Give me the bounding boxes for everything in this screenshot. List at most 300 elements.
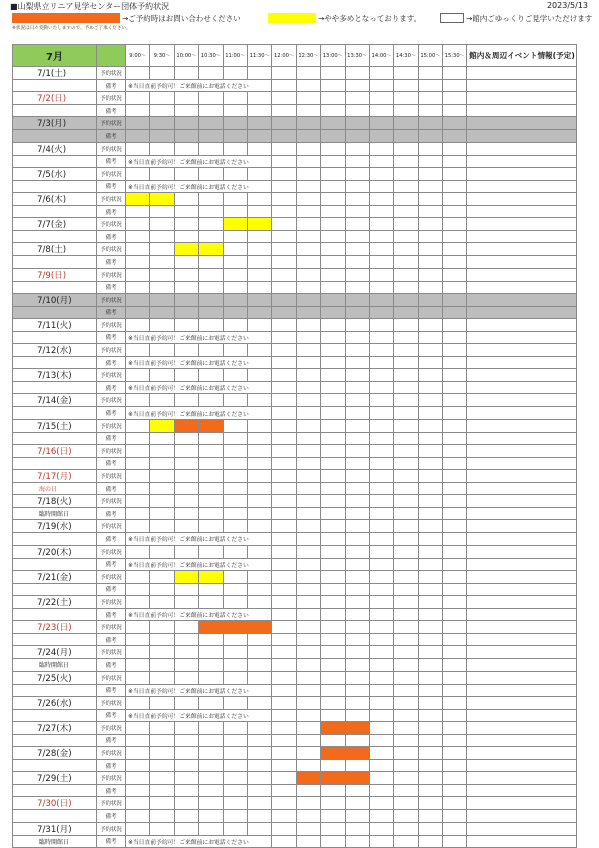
slot-open bbox=[174, 646, 198, 659]
day-status-row bbox=[13, 117, 577, 130]
slot-remark bbox=[394, 835, 418, 847]
slot-remark bbox=[296, 306, 320, 318]
slot-remark bbox=[272, 357, 296, 369]
slot-open bbox=[247, 721, 271, 734]
slot-open bbox=[126, 721, 150, 734]
status-label: 予約状況 bbox=[97, 243, 126, 256]
slot-remark bbox=[394, 205, 418, 217]
slot-open bbox=[199, 167, 223, 180]
slot-open bbox=[247, 167, 271, 180]
slot-open bbox=[394, 67, 418, 80]
slot-open bbox=[345, 318, 369, 331]
event-cell bbox=[467, 205, 577, 217]
slot-remark bbox=[345, 357, 369, 369]
slot-remark bbox=[150, 432, 174, 444]
slot-remark bbox=[443, 105, 467, 117]
slot-remark bbox=[126, 483, 150, 495]
slot-open bbox=[345, 495, 369, 508]
slot-remark bbox=[126, 105, 150, 117]
slot-open bbox=[418, 822, 442, 835]
legend-swatch-yellow bbox=[268, 13, 316, 23]
remark-label: 備考 bbox=[97, 558, 126, 570]
day-remark-row bbox=[13, 180, 577, 192]
slot-open bbox=[296, 545, 320, 558]
slot-remark bbox=[345, 734, 369, 746]
day-sub-label bbox=[13, 105, 97, 117]
slot-remark bbox=[223, 734, 247, 746]
slot-remark bbox=[345, 432, 369, 444]
slot-remark bbox=[150, 659, 174, 671]
slot-open bbox=[369, 218, 393, 231]
slot-open bbox=[126, 696, 150, 709]
day-sub-label bbox=[13, 306, 97, 318]
status-label: 予約状況 bbox=[97, 218, 126, 231]
slot-open bbox=[394, 621, 418, 634]
month-header: 7月 bbox=[13, 45, 97, 67]
status-label: 予約状況 bbox=[97, 595, 126, 608]
slot-open bbox=[394, 545, 418, 558]
event-cell bbox=[467, 760, 577, 772]
slot-open bbox=[394, 344, 418, 357]
slot-open bbox=[296, 822, 320, 835]
event-cell bbox=[467, 218, 577, 231]
time-slot-header: 14:00～ bbox=[369, 45, 393, 67]
slot-remark bbox=[126, 508, 150, 520]
remark-label: 備考 bbox=[97, 357, 126, 369]
slot-remark bbox=[150, 281, 174, 293]
slot-open bbox=[369, 470, 393, 483]
slot-open bbox=[272, 167, 296, 180]
slot-remark bbox=[296, 457, 320, 469]
slot-open bbox=[150, 772, 174, 785]
slot-open bbox=[394, 394, 418, 407]
slot-remark bbox=[247, 130, 271, 142]
slot-remark bbox=[296, 835, 320, 847]
slot-open bbox=[150, 470, 174, 483]
slot-remark bbox=[394, 785, 418, 797]
slot-remark bbox=[150, 457, 174, 469]
remark-text: ※当日直前予約可！ご来館前にお電話ください bbox=[126, 407, 272, 419]
slot-open bbox=[223, 495, 247, 508]
slot-remark bbox=[174, 205, 198, 217]
slot-open bbox=[418, 444, 442, 457]
remark-label: 備考 bbox=[97, 231, 126, 243]
slot-remark bbox=[296, 684, 320, 696]
slot-open bbox=[174, 167, 198, 180]
slot-remark bbox=[369, 105, 393, 117]
slot-remark bbox=[272, 382, 296, 394]
slot-open bbox=[394, 444, 418, 457]
day-remark-row bbox=[13, 155, 577, 167]
slot-open bbox=[199, 595, 223, 608]
slot-remark bbox=[199, 231, 223, 243]
slot-open bbox=[394, 243, 418, 256]
slot-open bbox=[247, 495, 271, 508]
slot-open bbox=[223, 671, 247, 684]
status-label: 予約状況 bbox=[97, 92, 126, 105]
slot-remark bbox=[418, 709, 442, 721]
slot-full bbox=[199, 419, 223, 432]
slot-remark bbox=[369, 508, 393, 520]
slot-open bbox=[272, 268, 296, 281]
slot-remark bbox=[296, 407, 320, 419]
remark-label: 備考 bbox=[97, 130, 126, 142]
slot-open bbox=[321, 369, 345, 382]
day-status-row bbox=[13, 696, 577, 709]
slot-remark bbox=[345, 130, 369, 142]
slot-remark bbox=[443, 357, 467, 369]
slot-remark bbox=[369, 533, 393, 545]
slot-remark bbox=[150, 105, 174, 117]
slot-open bbox=[369, 797, 393, 810]
slot-open bbox=[443, 192, 467, 205]
slot-remark bbox=[321, 659, 345, 671]
slot-remark bbox=[199, 634, 223, 646]
slot-open bbox=[150, 646, 174, 659]
slot-open bbox=[443, 394, 467, 407]
slot-open bbox=[394, 369, 418, 382]
slot-open bbox=[418, 646, 442, 659]
slot-remark bbox=[321, 608, 345, 620]
slot-remark bbox=[150, 231, 174, 243]
day-remark-row bbox=[13, 810, 577, 822]
slot-open bbox=[345, 621, 369, 634]
slot-open bbox=[174, 268, 198, 281]
day-remark-row bbox=[13, 734, 577, 746]
slot-open bbox=[345, 822, 369, 835]
slot-open bbox=[443, 369, 467, 382]
event-cell bbox=[467, 495, 577, 508]
slot-remark bbox=[247, 659, 271, 671]
day-status-row bbox=[13, 721, 577, 734]
slot-remark bbox=[247, 785, 271, 797]
event-cell bbox=[467, 167, 577, 180]
slot-remark bbox=[345, 256, 369, 268]
slot-open bbox=[272, 318, 296, 331]
slot-remark bbox=[345, 231, 369, 243]
time-slot-header: 12:30～ bbox=[296, 45, 320, 67]
slot-remark bbox=[174, 306, 198, 318]
slot-open bbox=[345, 444, 369, 457]
day-status-row bbox=[13, 570, 577, 583]
slot-open bbox=[150, 822, 174, 835]
day-remark-row bbox=[13, 583, 577, 595]
slot-open bbox=[174, 192, 198, 205]
time-slot-header: 12:00～ bbox=[272, 45, 296, 67]
slot-open bbox=[369, 646, 393, 659]
slot-open bbox=[150, 621, 174, 634]
event-cell bbox=[467, 734, 577, 746]
remark-label: 備考 bbox=[97, 205, 126, 217]
slot-open bbox=[443, 696, 467, 709]
day-sub-label bbox=[13, 558, 97, 570]
slot-open bbox=[394, 495, 418, 508]
slot-open bbox=[418, 394, 442, 407]
slot-remark bbox=[345, 80, 369, 92]
remark-label: 備考 bbox=[97, 432, 126, 444]
slot-open bbox=[369, 822, 393, 835]
slot-remark bbox=[150, 634, 174, 646]
day-date: 7/11(火) bbox=[13, 318, 97, 331]
slot-open bbox=[443, 470, 467, 483]
slot-open bbox=[247, 92, 271, 105]
slot-open bbox=[394, 822, 418, 835]
slot-open bbox=[369, 671, 393, 684]
slot-remark bbox=[394, 709, 418, 721]
slot-open bbox=[199, 268, 223, 281]
day-remark-row bbox=[13, 457, 577, 469]
event-cell bbox=[467, 117, 577, 130]
legend-label: →ご予約時はお問い合わせください bbox=[122, 13, 241, 23]
slot-open bbox=[126, 772, 150, 785]
slot-open bbox=[272, 772, 296, 785]
day-remark-row bbox=[13, 760, 577, 772]
slot-open bbox=[272, 822, 296, 835]
slot-open bbox=[296, 243, 320, 256]
page-title: ■山梨県立リニア見学センター団体予約状況 bbox=[10, 2, 170, 11]
status-label: 予約状況 bbox=[97, 142, 126, 155]
slot-remark bbox=[199, 105, 223, 117]
slot-open bbox=[272, 444, 296, 457]
time-slot-header: 10:30～ bbox=[199, 45, 223, 67]
slot-remark bbox=[126, 785, 150, 797]
slot-open bbox=[272, 92, 296, 105]
slot-open bbox=[369, 167, 393, 180]
slot-remark bbox=[296, 256, 320, 268]
slot-remark bbox=[443, 331, 467, 343]
slot-remark bbox=[394, 810, 418, 822]
status-label: 予約状況 bbox=[97, 344, 126, 357]
slot-open bbox=[418, 268, 442, 281]
slot-open bbox=[296, 167, 320, 180]
slot-remark bbox=[394, 256, 418, 268]
slot-open bbox=[418, 192, 442, 205]
slot-open bbox=[296, 394, 320, 407]
slot-open bbox=[174, 747, 198, 760]
day-status-row bbox=[13, 243, 577, 256]
slot-open bbox=[223, 243, 247, 256]
slot-open bbox=[443, 444, 467, 457]
slot-remark bbox=[418, 105, 442, 117]
slot-open bbox=[272, 243, 296, 256]
event-cell bbox=[467, 256, 577, 268]
legend-swatch-orange bbox=[12, 13, 120, 23]
slot-open bbox=[174, 92, 198, 105]
slot-open bbox=[418, 167, 442, 180]
remark-label: 備考 bbox=[97, 80, 126, 92]
slot-open bbox=[126, 369, 150, 382]
event-cell bbox=[467, 558, 577, 570]
day-sub-label bbox=[13, 231, 97, 243]
slot-remark bbox=[394, 734, 418, 746]
slot-remark bbox=[369, 785, 393, 797]
day-remark-row bbox=[13, 331, 577, 343]
remark-label: 備考 bbox=[97, 760, 126, 772]
event-cell bbox=[467, 180, 577, 192]
event-cell bbox=[467, 92, 577, 105]
day-date: 7/6(木) bbox=[13, 192, 97, 205]
slot-open bbox=[247, 671, 271, 684]
slot-remark bbox=[199, 205, 223, 217]
day-date: 7/28(金) bbox=[13, 747, 97, 760]
slot-open bbox=[345, 570, 369, 583]
day-status-row bbox=[13, 167, 577, 180]
slot-remark bbox=[296, 659, 320, 671]
slot-open bbox=[345, 696, 369, 709]
slot-remark bbox=[223, 659, 247, 671]
slot-open bbox=[150, 243, 174, 256]
remark-label: 備考 bbox=[97, 382, 126, 394]
slot-open bbox=[418, 621, 442, 634]
slot-open bbox=[369, 318, 393, 331]
remark-label: 備考 bbox=[97, 785, 126, 797]
slot-remark bbox=[223, 432, 247, 444]
day-status-row bbox=[13, 495, 577, 508]
slot-remark bbox=[418, 331, 442, 343]
day-remark-row bbox=[13, 709, 577, 721]
event-cell bbox=[467, 659, 577, 671]
slot-remark bbox=[247, 760, 271, 772]
slot-open bbox=[321, 671, 345, 684]
slot-remark bbox=[321, 634, 345, 646]
slot-remark bbox=[272, 457, 296, 469]
slot-open bbox=[223, 747, 247, 760]
slot-remark bbox=[345, 835, 369, 847]
slot-open bbox=[443, 92, 467, 105]
slot-open bbox=[321, 117, 345, 130]
day-status-row bbox=[13, 671, 577, 684]
slot-open bbox=[272, 520, 296, 533]
day-date: 7/30(日) bbox=[13, 797, 97, 810]
slot-open bbox=[443, 595, 467, 608]
slot-open bbox=[247, 797, 271, 810]
remark-label: 備考 bbox=[97, 457, 126, 469]
slot-remark bbox=[272, 583, 296, 595]
slot-open bbox=[394, 721, 418, 734]
slot-open bbox=[443, 495, 467, 508]
day-sub-label bbox=[13, 205, 97, 217]
slot-remark bbox=[174, 659, 198, 671]
slot-remark bbox=[199, 457, 223, 469]
slot-open bbox=[394, 92, 418, 105]
slot-open bbox=[272, 621, 296, 634]
slot-remark bbox=[394, 281, 418, 293]
slot-remark bbox=[321, 357, 345, 369]
slot-remark bbox=[443, 80, 467, 92]
day-sub-label bbox=[13, 432, 97, 444]
slot-open bbox=[199, 344, 223, 357]
slot-remark bbox=[321, 760, 345, 772]
slot-open bbox=[394, 218, 418, 231]
slot-open bbox=[126, 495, 150, 508]
slot-remark bbox=[418, 659, 442, 671]
slot-open bbox=[199, 192, 223, 205]
slot-open bbox=[199, 318, 223, 331]
day-remark-row bbox=[13, 634, 577, 646]
slot-open bbox=[199, 394, 223, 407]
slot-open bbox=[150, 167, 174, 180]
slot-open bbox=[296, 67, 320, 80]
slot-open bbox=[174, 318, 198, 331]
slot-open bbox=[199, 117, 223, 130]
slot-remark bbox=[272, 558, 296, 570]
day-status-row bbox=[13, 646, 577, 659]
slot-open bbox=[247, 369, 271, 382]
slot-remark bbox=[272, 281, 296, 293]
slot-open bbox=[443, 772, 467, 785]
slot-remark bbox=[394, 483, 418, 495]
slot-remark bbox=[345, 533, 369, 545]
slot-remark bbox=[345, 483, 369, 495]
slot-open bbox=[418, 595, 442, 608]
slot-full bbox=[321, 772, 345, 785]
slot-open bbox=[418, 344, 442, 357]
slot-open bbox=[321, 797, 345, 810]
remark-label: 備考 bbox=[97, 281, 126, 293]
slot-open bbox=[174, 117, 198, 130]
slot-remark bbox=[247, 508, 271, 520]
slot-remark bbox=[223, 785, 247, 797]
remark-label: 備考 bbox=[97, 306, 126, 318]
slot-open bbox=[296, 318, 320, 331]
slot-remark bbox=[126, 634, 150, 646]
event-cell bbox=[467, 432, 577, 444]
slot-open bbox=[223, 696, 247, 709]
slot-open bbox=[150, 671, 174, 684]
slot-open bbox=[223, 67, 247, 80]
slot-remark bbox=[345, 382, 369, 394]
slot-open bbox=[394, 520, 418, 533]
slot-remark bbox=[199, 281, 223, 293]
slot-open bbox=[369, 117, 393, 130]
slot-open bbox=[296, 747, 320, 760]
event-cell bbox=[467, 155, 577, 167]
status-label: 予約状況 bbox=[97, 419, 126, 432]
day-remark-row bbox=[13, 533, 577, 545]
slot-remark bbox=[174, 483, 198, 495]
slot-open bbox=[174, 444, 198, 457]
slot-open bbox=[418, 495, 442, 508]
day-date: 7/5(水) bbox=[13, 167, 97, 180]
slot-open bbox=[150, 218, 174, 231]
slot-open bbox=[345, 167, 369, 180]
slot-open bbox=[443, 747, 467, 760]
slot-open bbox=[321, 495, 345, 508]
legend-swatch-white bbox=[440, 13, 464, 23]
slot-open bbox=[296, 369, 320, 382]
event-header: 館内＆周辺イベント情報(予定) bbox=[467, 45, 577, 67]
event-cell bbox=[467, 331, 577, 343]
day-status-row bbox=[13, 797, 577, 810]
slot-remark bbox=[296, 634, 320, 646]
status-label: 予約状況 bbox=[97, 444, 126, 457]
slot-open bbox=[247, 595, 271, 608]
slot-open bbox=[394, 268, 418, 281]
slot-open bbox=[321, 822, 345, 835]
event-cell bbox=[467, 444, 577, 457]
slot-remark bbox=[394, 306, 418, 318]
day-sub-label: 臨時開館日 bbox=[13, 835, 97, 847]
day-date: 7/7(金) bbox=[13, 218, 97, 231]
slot-open bbox=[394, 747, 418, 760]
slot-remark bbox=[223, 306, 247, 318]
remark-text: ※当日直前予約可！ご来館前にお電話ください bbox=[126, 558, 272, 570]
day-remark-row bbox=[13, 407, 577, 419]
slot-remark bbox=[199, 130, 223, 142]
slot-remark bbox=[223, 634, 247, 646]
remark-text: ※当日直前予約可！ご来館前にお電話ください bbox=[126, 80, 272, 92]
slot-remark bbox=[321, 306, 345, 318]
